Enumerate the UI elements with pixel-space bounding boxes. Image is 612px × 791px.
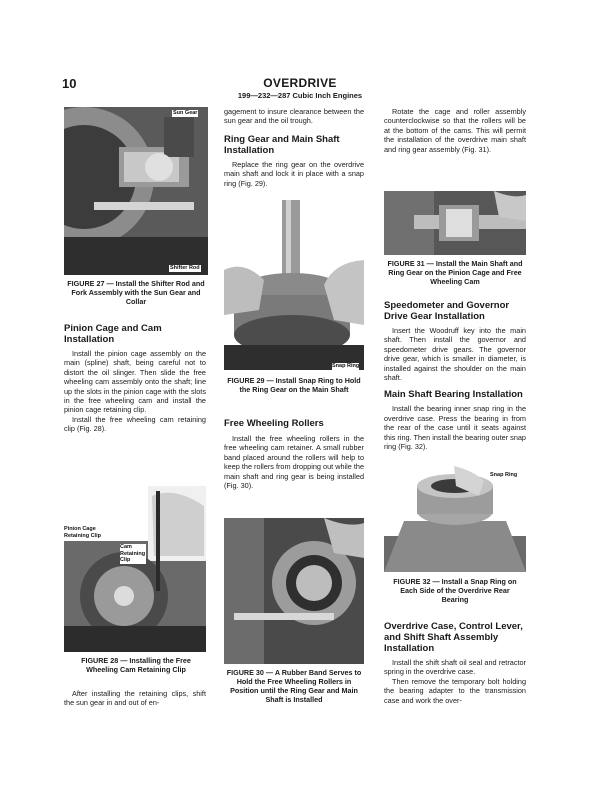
figure-28-caption: FIGURE 28 — Installing the Free Wheeling Cam Retaining Clip <box>81 656 191 674</box>
label-pinion-cage-clip: Pinion Cage Retaining Clip <box>64 526 104 539</box>
figure-31-photo <box>384 191 526 255</box>
page-subtitle: 199—232—287 Cubic Inch Engines <box>237 91 363 100</box>
label-cam-clip: Cam Retaining Clip <box>120 544 146 563</box>
paragraph: Replace the ring gear on the overdrive main shaft and lock it in place with a snap ring (Fig. 29). <box>224 159 364 188</box>
figure-27-caption: FIGURE 27 — Install the Shifter Rod and Fork Assembly with the Sun Gear and Collar <box>67 279 205 306</box>
paragraph: Install the shift shaft oil seal and retractor spring in the overdrive case. <box>384 658 526 677</box>
figure-28-photo <box>64 486 206 652</box>
section-free-wheeling-rollers: Free Wheeling Rollers <box>224 418 324 429</box>
page-number: 10 <box>62 76 77 91</box>
section-ring-gear: Ring Gear and Main Shaft Installation <box>224 133 340 156</box>
paragraph: Install the bearing inner snap ring in the overdrive case. Press the bearing in from the rear of the case until it seats against this ring. Then install the bearing outer snap ring (Fig. 32). <box>384 404 526 452</box>
label-shifter-rod: Shifter Rod <box>170 265 200 271</box>
figure-27-photo <box>64 107 208 275</box>
paragraph: Insert the Woodruff key into the main shaft. Then install the governor and speedometer drive gears. The governor drive gear, which is smaller in diameter, is installed against the shoulder on the main shaft. <box>384 326 526 383</box>
section-speedometer-governor: Speedometer and Governor Drive Gear Installation <box>384 300 510 322</box>
section-pinion-cage: Pinion Cage and Cam Installation <box>64 323 162 345</box>
label-snap-ring: Snap Ring <box>490 472 518 478</box>
paragraph: gagement to insure clearance between the sun gear and the oil trough. <box>224 107 364 126</box>
figure-29-caption: FIGURE 29 — Install Snap Ring to Hold the Ring Gear on the Main Shaft <box>227 376 361 394</box>
figure-31-caption: FIGURE 31 — Install the Main Shaft and Ring Gear on the Pinion Cage and Free Wheeling Cam <box>387 259 523 286</box>
page-title: OVERDRIVE <box>263 76 337 90</box>
paragraph: Install the free wheeling rollers in the free wheeling cam retainer. A small rubber band placed around the rollers will help to keep the rollers from dropping out while the main shaft and ring gear is being installed (Fig. 30). <box>224 434 364 491</box>
figure-30-photo <box>224 518 364 664</box>
section-main-shaft-bearing: Main Shaft Bearing Installation <box>384 389 523 401</box>
label-snap-ring: Snap Ring <box>332 363 360 369</box>
figure-32-photo <box>384 466 526 572</box>
figure-29-photo <box>224 200 364 370</box>
figure-32-caption: FIGURE 32 — Install a Snap Ring on Each Side of the Overdrive Rear Bearing <box>393 577 517 604</box>
paragraph: Rotate the cage and roller assembly counterclockwise so that the rollers will be at the bottom of the cams. This will permit the installation of the overdrive main shaft and ring gear assembly (Fig. 31). <box>384 107 526 154</box>
label-sun-gear: Sun Gear <box>173 110 198 116</box>
paragraph: After installing the retaining clips, shift the sun gear in and out of en- <box>64 689 206 708</box>
paragraph: Install the free wheeling cam retaining clip (Fig. 28). <box>64 414 206 434</box>
section-overdrive-case: Overdrive Case, Control Lever, and Shift Shaft Assembly Installation <box>384 621 523 654</box>
figure-30-caption: FIGURE 30 — A Rubber Band Serves to Hold the Free Wheeling Rollers in Position until the Ring Gear and Main Shaft is Installed <box>226 668 362 704</box>
paragraph: Install the pinion cage assembly on the main (spline) shaft, being careful not to distort the oil slinger. Then slide the free wheeling cam assembly onto the shaft; line up the slots in the pinion cage with the slots in the free wheeling cam and install the pinion cage retaining clip. <box>64 349 206 415</box>
paragraph: Then remove the temporary bolt holding the bearing adapter to the transmission case and work the over- <box>384 676 526 705</box>
